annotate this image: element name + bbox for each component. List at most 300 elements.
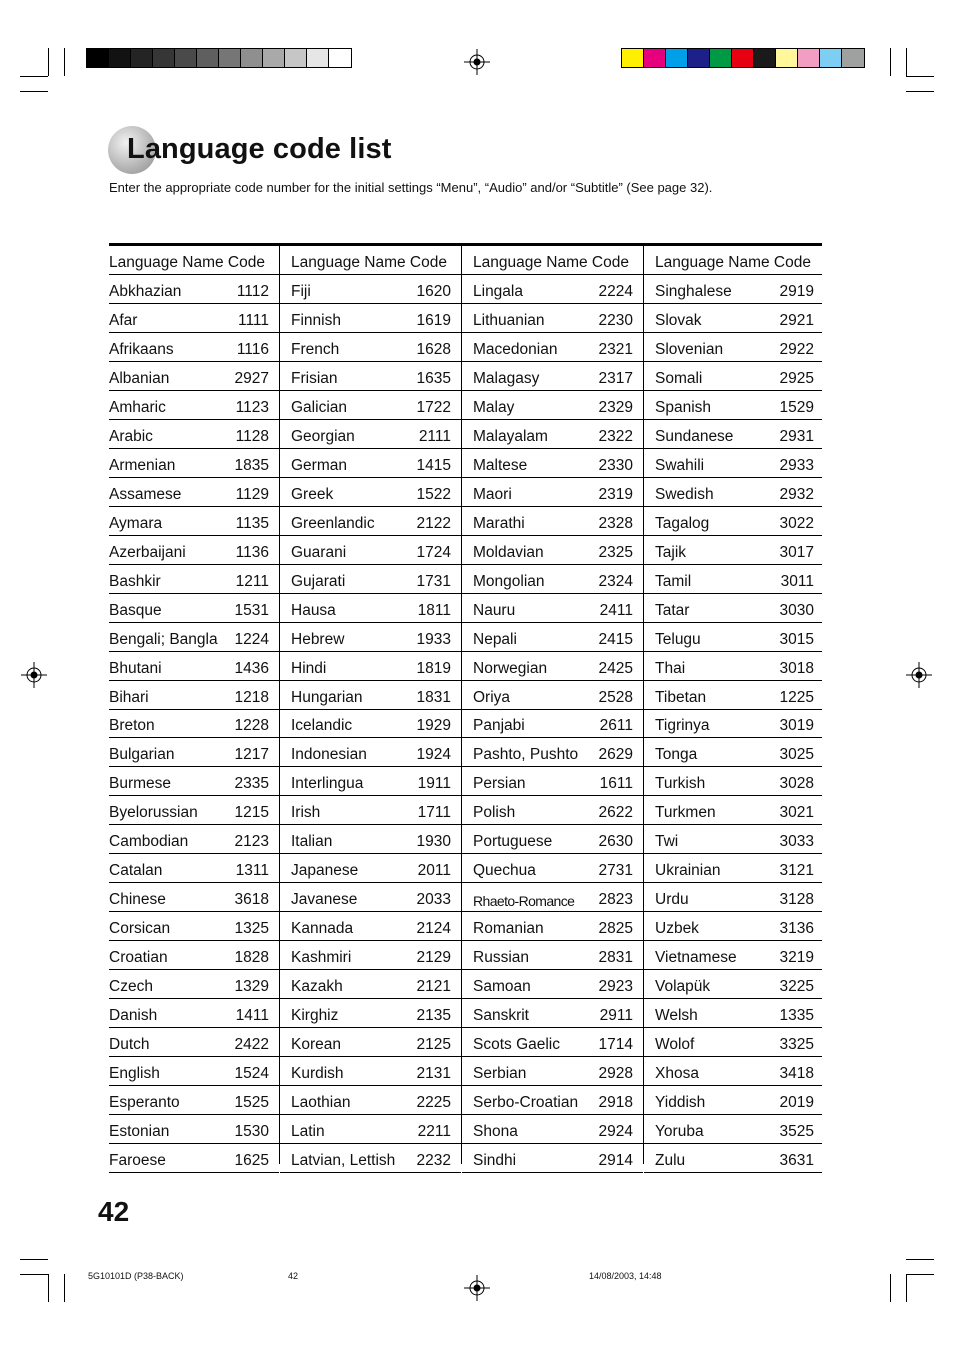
table-row	[109, 478, 279, 507]
language-name: Esperanto	[109, 1094, 180, 1112]
language-name: Bulgarian	[109, 746, 175, 764]
table-row	[109, 391, 279, 420]
table-row	[280, 1115, 461, 1144]
table-row	[462, 333, 643, 362]
table-row	[462, 941, 643, 970]
language-name: Uzbek	[655, 920, 699, 938]
language-code: 1215	[234, 804, 269, 822]
language-code: 2629	[598, 746, 633, 764]
language-name: Tatar	[655, 601, 690, 619]
table-column	[109, 246, 279, 1169]
table-row	[462, 767, 643, 796]
language-name: Persian	[473, 775, 526, 793]
table-row	[462, 391, 643, 420]
language-code: 1325	[234, 920, 269, 938]
table-row	[462, 536, 643, 565]
language-code: 2928	[598, 1065, 633, 1083]
language-name: Polish	[473, 804, 516, 822]
language-code: 2933	[779, 456, 814, 474]
table-row	[644, 970, 822, 999]
language-name: Japanese	[291, 862, 359, 880]
language-name: Dutch	[109, 1036, 150, 1054]
language-code: 2422	[234, 1036, 269, 1054]
language-name: Galician	[291, 398, 347, 416]
language-code: 1529	[779, 398, 814, 416]
language-name: Byelorussian	[109, 804, 198, 822]
crop-mark	[906, 1259, 934, 1260]
language-code: 2125	[416, 1036, 451, 1054]
table-row	[462, 796, 643, 825]
table-row	[109, 825, 279, 854]
language-name: Finnish	[291, 311, 341, 329]
language-name: Breton	[109, 717, 155, 735]
table-row	[462, 449, 643, 478]
language-name: Chinese	[109, 891, 166, 909]
language-name: Sundanese	[655, 427, 734, 445]
registration-mark-icon	[21, 662, 47, 688]
language-name: Gujarati	[291, 572, 346, 590]
table-row	[109, 304, 279, 333]
table-row	[109, 999, 279, 1028]
table-row	[280, 565, 461, 594]
language-name: Icelandic	[291, 717, 353, 735]
language-name: French	[291, 340, 340, 358]
language-code: 3631	[779, 1152, 814, 1169]
language-code: 1436	[234, 659, 269, 677]
language-name: Guarani	[291, 543, 347, 561]
language-code: 2325	[598, 543, 633, 561]
language-name: Arabic	[109, 427, 153, 445]
language-name: Maori	[473, 485, 512, 503]
table-row	[109, 565, 279, 594]
language-code: 3017	[779, 543, 814, 561]
language-name: Korean	[291, 1036, 341, 1054]
language-code: 1128	[235, 427, 269, 445]
crop-mark	[906, 76, 934, 77]
language-name: Turkish	[655, 775, 706, 793]
crop-mark	[890, 1274, 891, 1302]
table-row	[109, 883, 279, 912]
table-row	[644, 333, 822, 362]
language-code: 1135	[235, 514, 269, 532]
table-row	[462, 1028, 643, 1057]
language-name: Swedish	[655, 485, 714, 503]
language-name: Tagalog	[655, 514, 710, 532]
language-name: Kashmiri	[291, 949, 352, 967]
page-number: 42	[98, 1196, 130, 1227]
language-name: Swahili	[655, 456, 705, 474]
language-name: Turkmen	[655, 804, 716, 822]
language-name: Kannada	[291, 920, 354, 938]
language-name: Kurdish	[291, 1065, 344, 1083]
language-name: Serbian	[473, 1065, 527, 1083]
language-code: 2924	[598, 1123, 633, 1141]
color-swatch	[131, 49, 153, 67]
table-row	[280, 1086, 461, 1115]
crop-mark	[48, 1274, 49, 1302]
color-swatch	[798, 49, 820, 67]
table-row	[109, 912, 279, 941]
language-code: 1335	[779, 1007, 814, 1025]
language-name: Italian	[291, 833, 333, 851]
crop-mark	[20, 1259, 48, 1260]
table-row	[644, 1086, 822, 1115]
language-name: Greek	[291, 485, 334, 503]
table-row	[462, 507, 643, 536]
table-row	[280, 767, 461, 796]
table-row	[109, 681, 279, 710]
table-row	[280, 970, 461, 999]
table-row	[280, 333, 461, 362]
language-code: 1911	[417, 775, 451, 793]
language-code: 2415	[598, 630, 633, 648]
grayscale-calibration-bar	[86, 48, 352, 68]
table-row	[109, 1144, 279, 1173]
table-row	[644, 1057, 822, 1086]
table-row	[644, 710, 822, 739]
language-name: Amharic	[109, 398, 166, 416]
color-calibration-bar	[621, 48, 865, 68]
language-code: 2225	[416, 1094, 451, 1112]
language-name: Slovak	[655, 311, 702, 329]
language-code: 2211	[417, 1123, 451, 1141]
color-swatch	[820, 49, 842, 67]
table-row	[644, 623, 822, 652]
language-name: Portuguese	[473, 833, 553, 851]
table-row	[280, 507, 461, 536]
table-row	[109, 449, 279, 478]
crop-mark	[20, 91, 48, 92]
table-row	[644, 507, 822, 536]
table-row	[280, 738, 461, 767]
table-row	[462, 883, 643, 912]
column-header: Language Name Code	[109, 253, 265, 271]
intro-text: Enter the appropriate code number for the initial settings “Menu”, “Audio” and/or “Subtitle” (See page 32).	[109, 180, 713, 195]
table-row	[644, 594, 822, 623]
language-code: 1635	[416, 369, 451, 387]
language-code: 3015	[779, 630, 814, 648]
color-swatch	[241, 49, 263, 67]
table-row	[109, 507, 279, 536]
table-row	[462, 362, 643, 391]
language-code: 1930	[416, 833, 451, 851]
table-row	[109, 710, 279, 739]
language-code: 1225	[779, 688, 814, 706]
color-swatch	[219, 49, 241, 67]
table-row	[462, 1144, 643, 1173]
table-row	[644, 304, 822, 333]
table-row	[462, 825, 643, 854]
language-name: Tamil	[655, 572, 692, 590]
language-name: Aymara	[109, 514, 163, 532]
language-name: Sindhi	[473, 1152, 517, 1169]
language-code: 2224	[598, 282, 633, 300]
table-row	[109, 275, 279, 304]
table-row	[280, 999, 461, 1028]
language-code: 2033	[416, 891, 451, 909]
crop-mark	[64, 1274, 65, 1302]
table-header-row	[280, 246, 461, 275]
registration-mark-icon	[906, 662, 932, 688]
table-row	[280, 623, 461, 652]
language-name: Kirghiz	[291, 1007, 339, 1025]
language-code: 2911	[599, 1007, 633, 1025]
color-swatch	[622, 49, 644, 67]
language-code: 1116	[236, 340, 269, 358]
table-row	[644, 767, 822, 796]
language-name: Bashkir	[109, 572, 161, 590]
table-row	[280, 854, 461, 883]
table-row	[462, 710, 643, 739]
language-code: 1924	[416, 746, 451, 764]
language-code: 1218	[234, 688, 269, 706]
crop-mark	[64, 48, 65, 76]
color-swatch	[109, 49, 131, 67]
crop-mark	[906, 48, 907, 76]
language-code: 1711	[417, 804, 451, 822]
language-code: 2324	[598, 572, 633, 590]
language-code: 3030	[779, 601, 814, 619]
language-code: 2129	[416, 949, 451, 967]
language-code: 1929	[416, 717, 451, 735]
language-code: 2922	[779, 340, 814, 358]
table-header-row	[462, 246, 643, 275]
language-code: 1525	[234, 1094, 269, 1112]
language-name: Indonesian	[291, 746, 367, 764]
language-name: Corsican	[109, 920, 171, 938]
language-code: 3219	[779, 949, 814, 967]
language-name: Estonian	[109, 1123, 170, 1141]
table-row	[109, 1086, 279, 1115]
crop-mark	[906, 1274, 907, 1302]
language-name: Laothian	[291, 1094, 351, 1112]
language-code: 3136	[779, 920, 814, 938]
language-code: 1714	[598, 1036, 633, 1054]
language-code: 1111	[237, 311, 269, 329]
table-row	[109, 1115, 279, 1144]
language-code: 2121	[416, 978, 451, 996]
color-swatch	[666, 49, 688, 67]
language-name: Albanian	[109, 369, 170, 387]
language-code: 2425	[598, 659, 633, 677]
language-name: Latvian, Lettish	[291, 1152, 396, 1169]
table-row	[644, 796, 822, 825]
language-name: Czech	[109, 978, 153, 996]
language-name: Malagasy	[473, 369, 540, 387]
language-code: 3022	[779, 514, 814, 532]
table-row	[644, 999, 822, 1028]
language-code: 1123	[235, 398, 269, 416]
language-name: Somali	[655, 369, 703, 387]
table-row	[462, 420, 643, 449]
language-name: Nauru	[473, 601, 516, 619]
language-code: 3618	[234, 891, 269, 909]
language-code: 1722	[416, 398, 451, 416]
table-row	[644, 652, 822, 681]
table-column	[643, 246, 822, 1169]
language-name: Maltese	[473, 456, 528, 474]
table-row	[462, 970, 643, 999]
table-row	[462, 594, 643, 623]
language-code: 2411	[599, 601, 633, 619]
language-name: Tonga	[655, 746, 698, 764]
table-row	[644, 681, 822, 710]
language-code: 1933	[416, 630, 451, 648]
language-code: 1415	[416, 456, 451, 474]
language-name: Wolof	[655, 1036, 695, 1054]
language-code: 1819	[416, 659, 451, 677]
language-name: Slovenian	[655, 340, 724, 358]
table-row	[280, 449, 461, 478]
table-row	[280, 1028, 461, 1057]
language-code: 2528	[598, 688, 633, 706]
language-name: Oriya	[473, 688, 511, 706]
language-name: Interlingua	[291, 775, 364, 793]
language-name: Zulu	[655, 1152, 686, 1169]
language-code: 2232	[416, 1152, 451, 1169]
table-row	[644, 449, 822, 478]
table-row	[644, 478, 822, 507]
crop-mark	[906, 91, 934, 92]
language-code: 2019	[779, 1094, 814, 1112]
language-code: 1625	[234, 1152, 269, 1169]
language-name: Panjabi	[473, 717, 525, 735]
language-code: 2823	[598, 891, 633, 909]
table-row	[109, 1057, 279, 1086]
table-row	[109, 333, 279, 362]
language-code: 2329	[598, 398, 633, 416]
language-name: Thai	[655, 659, 686, 677]
table-header-row	[109, 246, 279, 275]
language-name: Frisian	[291, 369, 338, 387]
language-code: 1522	[416, 485, 451, 503]
table-row	[109, 738, 279, 767]
language-name: Abkhazian	[109, 282, 182, 300]
crop-mark	[906, 1274, 934, 1275]
language-name: Malayalam	[473, 427, 548, 445]
language-code: 3028	[779, 775, 814, 793]
language-code: 3225	[779, 978, 814, 996]
language-code: 1112	[236, 282, 269, 300]
language-code: 2011	[417, 862, 451, 880]
table-row	[280, 362, 461, 391]
language-code: 2927	[234, 369, 269, 387]
color-swatch	[87, 49, 109, 67]
column-header: Language Name Code	[473, 253, 629, 271]
language-code: 2131	[416, 1065, 451, 1083]
table-row	[644, 1115, 822, 1144]
table-row	[109, 767, 279, 796]
language-code: 3525	[779, 1123, 814, 1141]
color-swatch	[153, 49, 175, 67]
color-swatch	[754, 49, 776, 67]
language-name: Xhosa	[655, 1065, 699, 1083]
language-code: 1329	[234, 978, 269, 996]
language-code: 1724	[416, 543, 451, 561]
language-code: 2931	[779, 427, 814, 445]
page-title: Language code list	[127, 133, 392, 165]
language-name: Sanskrit	[473, 1007, 529, 1025]
language-code: 2925	[779, 369, 814, 387]
table-row	[280, 681, 461, 710]
language-code: 1628	[416, 340, 451, 358]
table-column	[279, 246, 461, 1169]
language-code: 3033	[779, 833, 814, 851]
language-name: Fiji	[291, 282, 311, 300]
table-row	[109, 594, 279, 623]
language-name: Ukrainian	[655, 862, 721, 880]
language-code: 2111	[418, 427, 451, 445]
language-code: 2319	[598, 485, 633, 503]
language-code: 3011	[780, 572, 814, 590]
color-swatch	[175, 49, 197, 67]
table-row	[462, 999, 643, 1028]
color-swatch	[329, 49, 351, 67]
color-swatch	[732, 49, 754, 67]
language-code: 2330	[598, 456, 633, 474]
language-name: Lingala	[473, 282, 523, 300]
table-row	[644, 420, 822, 449]
table-row	[109, 854, 279, 883]
registration-mark-icon	[464, 49, 490, 75]
language-name: Kazakh	[291, 978, 343, 996]
column-header: Language Name Code	[655, 253, 811, 271]
table-row	[462, 1086, 643, 1115]
table-row	[644, 883, 822, 912]
table-row	[280, 478, 461, 507]
language-name: Rhaeto-Romance	[473, 893, 575, 910]
table-row	[644, 565, 822, 594]
language-code: 2831	[598, 949, 633, 967]
language-name: English	[109, 1065, 160, 1083]
language-code: 1524	[234, 1065, 269, 1083]
language-name: Nepali	[473, 630, 517, 648]
table-row	[462, 652, 643, 681]
language-name: Cambodian	[109, 833, 189, 851]
language-name: Tajik	[655, 543, 687, 561]
language-name: Bengali; Bangla	[109, 630, 218, 648]
table-row	[462, 478, 643, 507]
language-name: Hebrew	[291, 630, 345, 648]
language-name: Danish	[109, 1007, 158, 1025]
color-swatch	[197, 49, 219, 67]
table-row	[280, 825, 461, 854]
language-code: 2335	[234, 775, 269, 793]
language-code: 1211	[235, 572, 269, 590]
table-row	[280, 536, 461, 565]
table-row	[644, 1028, 822, 1057]
table-row	[280, 652, 461, 681]
language-name: Bihari	[109, 688, 149, 706]
table-row	[109, 941, 279, 970]
table-row	[109, 420, 279, 449]
color-swatch	[285, 49, 307, 67]
table-row	[109, 536, 279, 565]
crop-mark	[48, 48, 49, 76]
language-name: Volapük	[655, 978, 711, 996]
language-code: 3121	[779, 862, 814, 880]
language-code: 3018	[779, 659, 814, 677]
language-name: Serbo-Croatian	[473, 1094, 579, 1112]
language-code: 2932	[779, 485, 814, 503]
language-code: 1228	[234, 717, 269, 735]
language-code: 3021	[779, 804, 814, 822]
language-code: 1217	[234, 746, 269, 764]
language-code: 1620	[416, 282, 451, 300]
table-row	[462, 1115, 643, 1144]
language-code: 2918	[598, 1094, 633, 1112]
language-code: 1611	[599, 775, 633, 793]
